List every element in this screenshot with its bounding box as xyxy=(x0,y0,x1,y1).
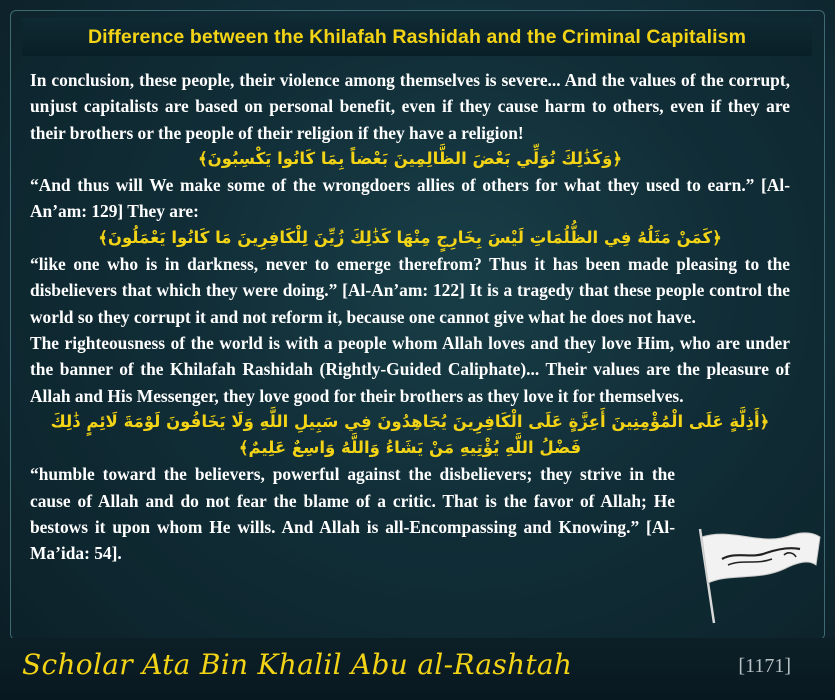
quran-verse-1: ﴿وَكَذَٰلِكَ نُوَلِّي بَعْضَ الظَّالِمِينَ بَعْضاً بِمَا كَانُوا يَكْسِبُونَ﴾ xyxy=(197,148,623,168)
quran-verse-3: ﴿أَذِلَّةٍ عَلَى الْمُؤْمِنِينَ أَعِزَّةٍ عَلَى الْكَافِرِينَ يُجَاهِدُونَ فِي سَبِيلِ اللَّهِ وَلَا يَخَافُونَ لَوْمَةَ لَائِمٍ ذَٰلِكَ فَضْلُ اللَّهِ يُؤْتِيهِ مَنْ يَشَاءُ وَاللَّهُ وَاسِعٌ عَلِيمٌ﴾ xyxy=(50,411,770,458)
scholar-name: Scholar Ata Bin Khalil Abu al-Rashtah xyxy=(22,648,573,681)
paragraph-5: “humble toward the believers, powerful against the disbelievers; they strive in the cause of Allah and do not fear the blame of a critic. That is the favor of Allah; He bestows it upon whom He wills. And Allah is all-Encompassing and Knowing.” [Al-Ma’ida: 54]. xyxy=(30,464,675,564)
paragraph-2: “And thus will We make some of the wrongdoers allies of others for what they used to earn.” [Al-An’am: 129] They are: xyxy=(30,175,790,222)
page-title: Difference between the Khilafah Rashidah and the Criminal Capitalism xyxy=(87,25,747,48)
quran-verse-2: ﴿كَمَنْ مَثَلُهُ فِي الظُّلُمَاتِ لَيْسَ بِخَارِجٍ مِنْهَا كَذَٰلِكَ زُيِّنَ لِلْكَافِرِينَ مَا كَانُوا يَعْمَلُونَ﴾ xyxy=(98,227,722,247)
paragraph-4: The righteousness of the world is with a people whom Allah loves and they love Him, who are under the banner of the Khilafah Rashidah (Rightly-Guided Caliphate)... Their values are the pleasure of Allah and His Messenger, they love good for their brothers as they love it for themselves. xyxy=(30,332,790,406)
title-bar xyxy=(22,18,812,56)
page-number: [1171] xyxy=(738,655,791,677)
article-body xyxy=(30,67,790,567)
white-banner-flag-icon xyxy=(692,525,824,625)
paragraph-3: “like one who is in darkness, never to emerge therefrom? Thus it has been made pleasing to the disbelievers that which they were doing.” [Al-An’am: 122] It is a tragedy that these people control the world so they corrupt it and not reform it, because one cannot give what he does not have. xyxy=(30,254,790,327)
paragraph-1: In conclusion, these people, their violence among themselves is severe... And the values of the corrupt, unjust capitalists are based on personal benefit, even if they cause harm to others, even if they are their brothers or the people of their religion if they have a religion! xyxy=(30,70,790,143)
